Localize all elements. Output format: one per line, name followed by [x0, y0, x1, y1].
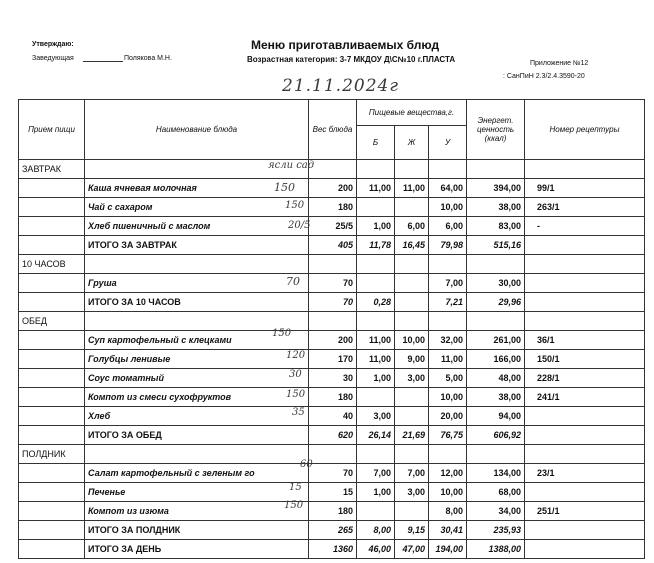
dish-row	[19, 502, 645, 521]
handwritten-chai: 150	[285, 200, 305, 211]
handwritten-golubcy: 120	[286, 350, 306, 361]
appendix-label: Приложение №12	[530, 60, 589, 67]
empty-cell	[467, 255, 525, 274]
handwritten-salat: 60	[300, 459, 313, 470]
dish-row	[19, 369, 645, 388]
cell-recipe: 150/1	[525, 350, 645, 369]
empty-cell	[525, 312, 645, 331]
dish-name: Компот из смеси сухофруктов	[85, 388, 309, 407]
cell-energy: 1388,00	[467, 540, 525, 559]
section-row	[19, 160, 645, 179]
cell-weight: 265	[309, 521, 357, 540]
col-zh: Ж	[395, 126, 429, 160]
total-label: ИТОГО ЗА ЗАВТРАК	[85, 236, 309, 255]
meal-cell	[19, 217, 85, 236]
col-energy: Энергет. ценность (ккал)	[467, 100, 525, 160]
cell-u: 32,00	[429, 331, 467, 350]
cell-zh: 3,00	[395, 369, 429, 388]
dish-name: Хлеб пшеничный с маслом	[85, 217, 309, 236]
cell-weight: 25/5	[309, 217, 357, 236]
cell-recipe	[525, 540, 645, 559]
handwritten-sup: 150	[272, 328, 292, 339]
meal-cell	[19, 502, 85, 521]
empty-cell	[525, 160, 645, 179]
cell-b: 3,00	[357, 407, 395, 426]
dish-name: Хлеб	[85, 407, 309, 426]
dish-name: Голубцы ленивые	[85, 350, 309, 369]
dish-row	[19, 331, 645, 350]
empty-cell	[429, 445, 467, 464]
empty-cell	[429, 312, 467, 331]
cell-energy: 48,00	[467, 369, 525, 388]
empty-cell	[85, 255, 309, 274]
cell-zh: 6,00	[395, 217, 429, 236]
cell-weight: 180	[309, 502, 357, 521]
handwritten-kompot2: 150	[284, 500, 304, 511]
empty-cell	[525, 445, 645, 464]
meal-cell	[19, 540, 85, 559]
cell-energy: 30,00	[467, 274, 525, 293]
cell-recipe: 36/1	[525, 331, 645, 350]
dish-name: Груша	[85, 274, 309, 293]
dish-row	[19, 179, 645, 198]
cell-zh	[395, 274, 429, 293]
cell-u: 12,00	[429, 464, 467, 483]
cell-recipe	[525, 407, 645, 426]
cell-weight: 1360	[309, 540, 357, 559]
cell-weight: 620	[309, 426, 357, 445]
cell-b	[357, 502, 395, 521]
cell-zh: 11,00	[395, 179, 429, 198]
dish-row	[19, 483, 645, 502]
cell-zh: 16,45	[395, 236, 429, 255]
cell-u: 194,00	[429, 540, 467, 559]
cell-energy: 166,00	[467, 350, 525, 369]
section-row	[19, 445, 645, 464]
empty-cell	[467, 312, 525, 331]
cell-recipe: 241/1	[525, 388, 645, 407]
head-label: Заведующая	[32, 55, 74, 62]
cell-energy: 94,00	[467, 407, 525, 426]
dish-row	[19, 198, 645, 217]
empty-cell	[85, 445, 309, 464]
cell-b: 1,00	[357, 369, 395, 388]
meal-cell	[19, 179, 85, 198]
cell-b	[357, 274, 395, 293]
cell-energy: 515,16	[467, 236, 525, 255]
cell-zh: 47,00	[395, 540, 429, 559]
cell-zh: 3,00	[395, 483, 429, 502]
cell-recipe	[525, 426, 645, 445]
dish-row	[19, 464, 645, 483]
total-row	[19, 521, 645, 540]
cell-b: 11,00	[357, 350, 395, 369]
section-row	[19, 312, 645, 331]
menu-table	[18, 99, 645, 559]
cell-u: 8,00	[429, 502, 467, 521]
cell-zh	[395, 502, 429, 521]
empty-cell	[357, 160, 395, 179]
meal-cell	[19, 483, 85, 502]
handwritten-columns: ясли сад	[268, 160, 315, 171]
section-label: ОБЕД	[19, 312, 85, 331]
cell-b: 1,00	[357, 483, 395, 502]
cell-zh: 10,00	[395, 331, 429, 350]
page-subtitle: Возрастная категория: 3-7 МКДОУ Д\С№10 г.ПЛАСТА	[247, 55, 456, 64]
cell-energy: 83,00	[467, 217, 525, 236]
dish-name: Суп картофельный с клецками	[85, 331, 309, 350]
handwritten-kasha: 150	[274, 181, 295, 194]
total-row	[19, 426, 645, 445]
meal-cell	[19, 331, 85, 350]
cell-weight: 180	[309, 198, 357, 217]
cell-weight: 70	[309, 464, 357, 483]
cell-b: 11,00	[357, 331, 395, 350]
col-u: У	[429, 126, 467, 160]
total-row	[19, 236, 645, 255]
empty-cell	[395, 445, 429, 464]
empty-cell	[357, 255, 395, 274]
cell-weight: 40	[309, 407, 357, 426]
cell-u: 30,41	[429, 521, 467, 540]
cell-energy: 34,00	[467, 502, 525, 521]
cell-energy: 394,00	[467, 179, 525, 198]
cell-recipe	[525, 274, 645, 293]
cell-b	[357, 198, 395, 217]
total-label: ИТОГО ЗА 10 ЧАСОВ	[85, 293, 309, 312]
empty-cell	[429, 160, 467, 179]
dish-name: Соус томатный	[85, 369, 309, 388]
dish-name: Салат картофельный с зеленым го	[85, 464, 309, 483]
meal-cell	[19, 521, 85, 540]
cell-energy: 261,00	[467, 331, 525, 350]
cell-weight: 170	[309, 350, 357, 369]
dish-name: Печенье	[85, 483, 309, 502]
cell-energy: 68,00	[467, 483, 525, 502]
dish-name: Компот из изюма	[85, 502, 309, 521]
cell-weight: 15	[309, 483, 357, 502]
cell-zh: 9,00	[395, 350, 429, 369]
cell-zh: 21,69	[395, 426, 429, 445]
total-label: ИТОГО ЗА ПОЛДНИК	[85, 521, 309, 540]
handwritten-grusha: 70	[286, 275, 300, 288]
cell-b: 1,00	[357, 217, 395, 236]
cell-zh: 7,00	[395, 464, 429, 483]
sanpin-label: : СанПиН 2.3/2.4.3590-20	[503, 73, 585, 80]
approve-label: Утверждаю:	[32, 41, 74, 48]
meal-cell	[19, 426, 85, 445]
section-label: ПОЛДНИК	[19, 445, 85, 464]
cell-zh	[395, 388, 429, 407]
dish-name: Чай с сахаром	[85, 198, 309, 217]
signature-line	[83, 61, 123, 62]
cell-weight: 70	[309, 274, 357, 293]
meal-cell	[19, 369, 85, 388]
empty-cell	[395, 312, 429, 331]
dish-row	[19, 217, 645, 236]
cell-recipe	[525, 293, 645, 312]
handwritten-sous: 30	[289, 369, 302, 380]
section-label: ЗАВТРАК	[19, 160, 85, 179]
page-title: Меню приготавливаемых блюд	[251, 38, 440, 52]
cell-recipe: 263/1	[525, 198, 645, 217]
empty-cell	[467, 160, 525, 179]
cell-weight: 30	[309, 369, 357, 388]
section-label: 10 ЧАСОВ	[19, 255, 85, 274]
cell-b: 0,28	[357, 293, 395, 312]
empty-cell	[357, 445, 395, 464]
handwritten-hleb1: 20/5	[288, 220, 311, 231]
total-label: ИТОГО ЗА ДЕНЬ	[85, 540, 309, 559]
cell-recipe: 23/1	[525, 464, 645, 483]
cell-energy: 38,00	[467, 198, 525, 217]
cell-weight: 405	[309, 236, 357, 255]
cell-u: 5,00	[429, 369, 467, 388]
meal-cell	[19, 274, 85, 293]
cell-zh	[395, 198, 429, 217]
cell-u: 10,00	[429, 483, 467, 502]
total-row	[19, 293, 645, 312]
cell-zh: 9,15	[395, 521, 429, 540]
cell-zh	[395, 407, 429, 426]
dish-row	[19, 407, 645, 426]
cell-u: 20,00	[429, 407, 467, 426]
cell-u: 7,00	[429, 274, 467, 293]
cell-b	[357, 388, 395, 407]
cell-u: 10,00	[429, 388, 467, 407]
head-name: Полякова М.Н.	[124, 55, 172, 62]
cell-weight: 200	[309, 179, 357, 198]
cell-weight: 180	[309, 388, 357, 407]
dish-row	[19, 350, 645, 369]
dish-name: Каша ячневая молочная	[85, 179, 309, 198]
empty-cell	[429, 255, 467, 274]
cell-energy: 29,96	[467, 293, 525, 312]
meal-cell	[19, 236, 85, 255]
handwritten-pechenie: 15	[289, 482, 302, 493]
empty-cell	[395, 255, 429, 274]
meal-cell	[19, 388, 85, 407]
col-b: Б	[357, 126, 395, 160]
dish-row	[19, 388, 645, 407]
cell-b: 7,00	[357, 464, 395, 483]
dish-row	[19, 274, 645, 293]
handwritten-kompot1: 150	[286, 389, 306, 400]
cell-energy: 606,92	[467, 426, 525, 445]
cell-u: 6,00	[429, 217, 467, 236]
col-recipe: Номер рецептуры	[525, 100, 645, 160]
meal-cell	[19, 407, 85, 426]
col-meal: Прием пищи	[19, 100, 85, 160]
total-row	[19, 540, 645, 559]
empty-cell	[525, 255, 645, 274]
meal-cell	[19, 293, 85, 312]
cell-weight: 70	[309, 293, 357, 312]
empty-cell	[467, 445, 525, 464]
cell-recipe: 251/1	[525, 502, 645, 521]
cell-weight: 200	[309, 331, 357, 350]
cell-recipe: 228/1	[525, 369, 645, 388]
cell-recipe	[525, 483, 645, 502]
cell-b: 26,14	[357, 426, 395, 445]
meal-cell	[19, 198, 85, 217]
cell-u: 7,21	[429, 293, 467, 312]
empty-cell	[357, 312, 395, 331]
cell-b: 11,78	[357, 236, 395, 255]
col-weight: Вес блюда	[309, 100, 357, 160]
handwritten-date: 21.11.2024г	[282, 76, 399, 96]
handwritten-hleb2: 35	[292, 407, 305, 418]
cell-zh	[395, 293, 429, 312]
col-dish: Наименование блюда	[85, 100, 309, 160]
cell-recipe	[525, 236, 645, 255]
cell-u: 79,98	[429, 236, 467, 255]
empty-cell	[309, 445, 357, 464]
section-row	[19, 255, 645, 274]
col-nutrients: Пищевые вещества,г.	[357, 100, 467, 126]
cell-b: 11,00	[357, 179, 395, 198]
cell-u: 64,00	[429, 179, 467, 198]
cell-recipe	[525, 521, 645, 540]
meal-cell	[19, 350, 85, 369]
cell-energy: 38,00	[467, 388, 525, 407]
cell-u: 11,00	[429, 350, 467, 369]
empty-cell	[309, 312, 357, 331]
cell-energy: 235,93	[467, 521, 525, 540]
cell-u: 76,75	[429, 426, 467, 445]
empty-cell	[395, 160, 429, 179]
empty-cell	[309, 160, 357, 179]
cell-u: 10,00	[429, 198, 467, 217]
meal-cell	[19, 464, 85, 483]
cell-recipe: 99/1	[525, 179, 645, 198]
total-label: ИТОГО ЗА ОБЕД	[85, 426, 309, 445]
cell-energy: 134,00	[467, 464, 525, 483]
empty-cell	[309, 255, 357, 274]
cell-b: 8,00	[357, 521, 395, 540]
cell-recipe: -	[525, 217, 645, 236]
cell-b: 46,00	[357, 540, 395, 559]
